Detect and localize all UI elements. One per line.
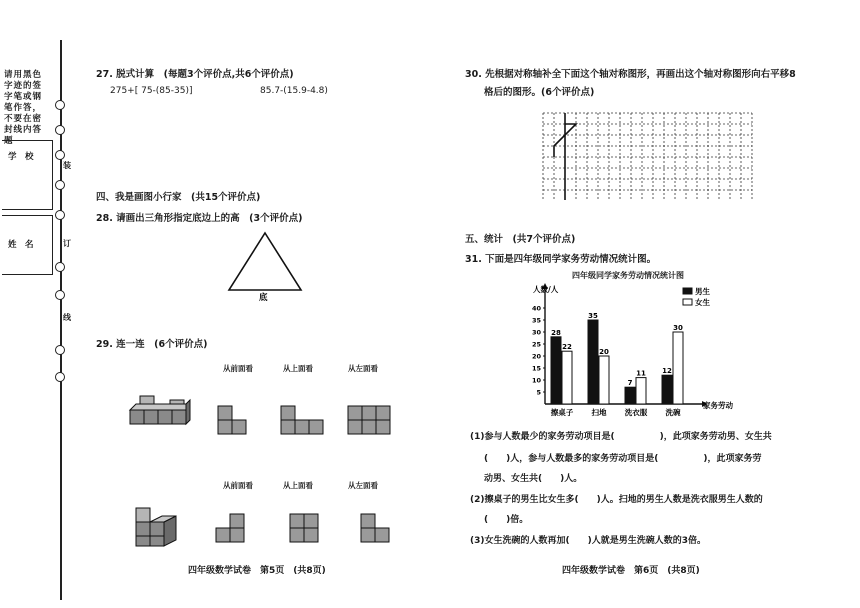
- q31-question-2b: ( )倍。: [484, 515, 529, 525]
- q30-title-line-2: 格后的图形。(6个评价点): [484, 87, 595, 98]
- q31-question-3: (3)女生洗碗的人数再加( )人就是男生洗碗人数的3倍。: [470, 536, 706, 546]
- q31-title: 31. 下面是四年级同学家务劳动情况统计图。: [465, 254, 657, 265]
- section-4-title: 四、我是画图小行家 (共15个评价点): [96, 192, 261, 203]
- q27-title: 27. 脱式计算 (每题3个评价点,共6个评价点): [96, 69, 294, 80]
- note-line: 字迹的签: [4, 81, 43, 91]
- q30-grid: [540, 110, 760, 200]
- category-label: 洗碗: [665, 408, 681, 417]
- note-line: 封线内答: [4, 125, 43, 135]
- legend-swatch: [683, 299, 692, 305]
- bar-girls: [673, 332, 683, 404]
- q31-question-1b: ( )人，参与人数最多的家务劳动项目是( )，此项家务劳: [484, 454, 762, 464]
- legend-label: 男生: [695, 287, 710, 296]
- y-tick-label: 10: [531, 376, 541, 385]
- q29-view-1c: [346, 404, 396, 436]
- q29-title: 29. 连一连 (6个评价点): [96, 339, 208, 350]
- bar-value-label: 20: [599, 348, 609, 356]
- binding-hole: [55, 345, 65, 355]
- q29-row1-header-left: 从左面看: [348, 364, 378, 373]
- bar-girls: [562, 351, 572, 404]
- q30-title-line-1: 30. 先根据对称轴补全下面这个轴对称图形，再画出这个轴对称图形向右平移8: [465, 69, 796, 80]
- binding-hole: [55, 210, 65, 220]
- bar-value-label: 7: [627, 379, 633, 388]
- binding-hole: [55, 262, 65, 272]
- binding-hole: [55, 180, 65, 190]
- bar-girls: [636, 378, 646, 404]
- bar-boys: [588, 320, 598, 404]
- y-axis-label: 人数/人: [533, 285, 559, 294]
- footer-left-page: 四年级数学试卷 第5页 (共8页): [188, 566, 326, 576]
- binding-hole: [55, 100, 65, 110]
- q31-question-2a: (2)擦桌子的男生比女生多( )人。扫地的男生人数是洗衣服男生人数的: [470, 495, 763, 505]
- q29-view-2b: [288, 512, 322, 546]
- q28-triangle: [225, 230, 305, 302]
- bar-value-label: 28: [551, 328, 561, 337]
- q27-expression-1: 275+[ 75-(85-35)]: [110, 86, 193, 96]
- binding-char: 订: [63, 239, 71, 248]
- y-tick-label: 30: [531, 328, 541, 337]
- q29-solid-figure-1: [126, 388, 192, 436]
- q29-row2-header-top: 从上面看: [283, 481, 313, 490]
- bar-girls: [599, 356, 609, 404]
- bar-boys: [662, 375, 672, 404]
- y-tick-label: 5: [536, 388, 541, 397]
- y-tick-label: 35: [531, 316, 541, 325]
- binding-hole: [55, 150, 65, 160]
- section-5-title: 五、统计 (共7个评价点): [465, 234, 576, 245]
- q29-row1-header-top: 从上面看: [283, 364, 313, 373]
- q29-row2-header-left: 从左面看: [348, 481, 378, 490]
- bar-value-label: 30: [673, 324, 683, 332]
- y-tick-label: 40: [531, 304, 541, 313]
- chart-title: 四年级同学家务劳动情况统计图: [572, 271, 684, 280]
- q28-base-label: 底: [259, 293, 268, 302]
- name-label: 姓 名: [8, 240, 34, 250]
- y-tick-label: 20: [531, 352, 541, 361]
- footer-right-page: 四年级数学试卷 第6页 (共8页): [562, 566, 700, 576]
- note-line: 笔作答，: [4, 103, 43, 113]
- legend-swatch: [683, 288, 692, 294]
- note-line: 请用黑色: [4, 70, 43, 80]
- bar-value-label: 11: [636, 369, 646, 378]
- q31-question-1c: 动男、女生共( )人。: [484, 474, 583, 484]
- note-line: 题: [4, 136, 14, 146]
- binding-char: 线: [63, 313, 71, 322]
- q29-view-2a: [214, 512, 248, 546]
- x-axis-label: 家务劳动: [703, 401, 733, 410]
- bar-boys: [625, 387, 635, 404]
- binding-line: [60, 40, 62, 600]
- binding-hole: [55, 290, 65, 300]
- q29-view-1a: [216, 404, 250, 436]
- q29-row1-header-front: 从前面看: [223, 364, 253, 373]
- note-line: 字笔或钢: [4, 92, 43, 102]
- legend-label: 女生: [695, 298, 710, 307]
- binding-hole: [55, 372, 65, 382]
- q29-view-2c: [359, 512, 393, 546]
- q27-expression-2: 85.7-(15.9-4.8): [260, 86, 328, 96]
- q29-row2-header-front: 从前面看: [223, 481, 253, 490]
- y-tick-label: 25: [531, 340, 541, 349]
- q28-title: 28. 请画出三角形指定底边上的高 (3个评价点): [96, 213, 303, 224]
- bar-chart: [505, 280, 755, 420]
- q29-view-1b: [279, 404, 329, 436]
- category-label: 扫地: [591, 408, 607, 417]
- q29-solid-figure-2: [132, 506, 184, 550]
- bar-value-label: 22: [562, 343, 572, 352]
- bar-boys: [551, 337, 561, 404]
- binding-hole: [55, 125, 65, 135]
- y-tick-label: 15: [531, 364, 541, 373]
- category-label: 洗衣服: [624, 408, 648, 417]
- school-label: 学 校: [8, 152, 34, 162]
- binding-char: 装: [63, 161, 71, 170]
- bar-value-label: 12: [662, 367, 672, 376]
- note-line: 不要在密: [4, 114, 43, 124]
- bar-value-label: 35: [588, 312, 598, 320]
- answer-instruction-note: [4, 70, 52, 147]
- category-label: 擦桌子: [550, 408, 574, 417]
- q31-question-1a: (1)参与人数最少的家务劳动项目是( )，此项家务劳动男、女生共: [470, 432, 772, 442]
